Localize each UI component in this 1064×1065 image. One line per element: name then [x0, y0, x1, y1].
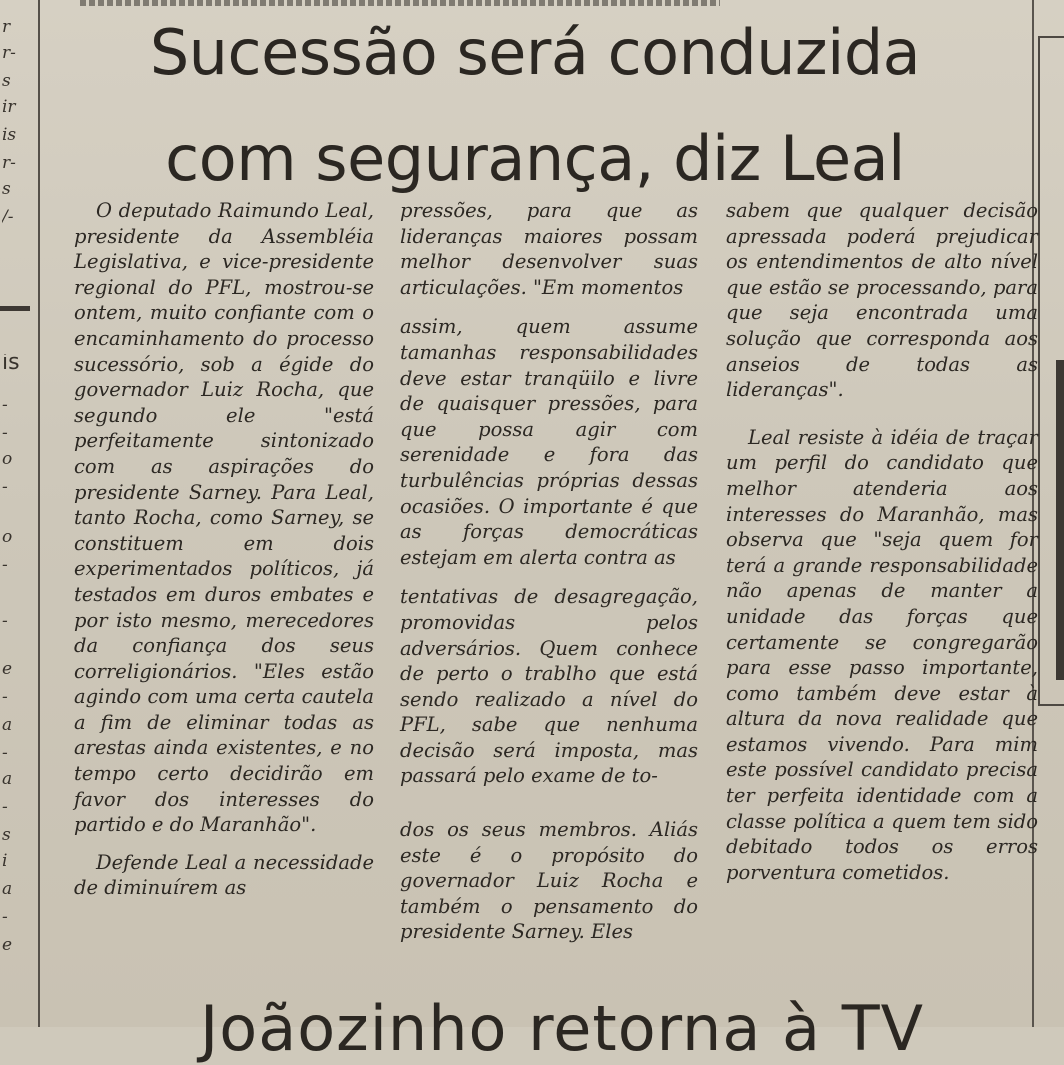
- left-fragment: -: [2, 612, 8, 630]
- paragraph: Defende Leal a necessidade de diminuírem as: [74, 850, 374, 900]
- left-fragment: s: [2, 180, 11, 198]
- left-fragment: r-: [2, 154, 16, 172]
- column-separator-bar: [0, 306, 30, 311]
- left-fragment: i: [2, 852, 8, 870]
- article-column-1: [74, 198, 374, 901]
- paragraph: pressões, para que as lideranças maiores possam melhor desenvolver suas articulações. "Em momentos: [400, 199, 698, 299]
- left-fragment: -: [2, 424, 8, 442]
- left-fragment: ir: [2, 98, 16, 116]
- left-fragment: -: [2, 556, 8, 574]
- left-fragment: r: [2, 18, 11, 36]
- paragraph: dos os seus membros. Aliás este é o propósito do governador Luiz Rocha e também o pensamento do presidente Sarney. Eles: [400, 818, 698, 944]
- paragraph: Leal resiste à idéia de traçar um perfil do candidato que melhor atenderia aos interesses do Maranhão, mas observa que "seja quem for terá a grande responsabilidade não apenas de manter a unidade das forças que certamente se congregarão para esse passo importante, como também deve estar à altura da nova realidade que estamos vivendo. Para mim este possível candidato precisa ter perfeita identidade com a classe política a quem tem sido debitado todos os erros porventura cometidos.: [726, 425, 1038, 884]
- left-fragment: a: [2, 716, 13, 734]
- left-fragment: -: [2, 396, 8, 414]
- left-fragment: -: [2, 908, 8, 926]
- left-fragment: s: [2, 826, 11, 844]
- left-fragment: -: [2, 688, 8, 706]
- paragraph: tentativas de desagregação, promovidas pelos adversários. Quem conhece de perto o trablho que está sendo realizado a nível do PFL, sabe que nenhuma decisão será imposta, mas passará pelo exame de to-: [400, 585, 698, 788]
- left-fragment: is: [2, 126, 17, 144]
- article-column-2: [400, 198, 698, 945]
- article-column-3: [726, 198, 1038, 885]
- left-fragment: a: [2, 880, 13, 898]
- left-fragment: -: [2, 478, 8, 496]
- left-fragment: r-: [2, 44, 16, 62]
- left-fragment: e: [2, 936, 13, 954]
- left-fragment: s: [2, 72, 11, 90]
- headline-line-2: com segurança, diz Leal: [165, 122, 905, 195]
- adjacent-column-fragments: [0, 0, 36, 1027]
- left-fragment: /-: [2, 208, 14, 226]
- left-fragment: is: [2, 354, 20, 372]
- cut-off-top-text: [80, 0, 720, 6]
- adjacent-dark-edge: [1056, 360, 1064, 680]
- paragraph: assim, quem assume tamanhas responsabilidades deve estar tranqüilo e livre de quaisquer pressões, para que possa agir com serenidade e fora das turbulências próprias dessas ocasiões. O importante é que as forças democráticas estejam em alerta contra as: [400, 315, 698, 569]
- left-fragment: e: [2, 660, 13, 678]
- next-article-headline-partial: Joãozinho retorna à TV: [200, 992, 925, 1065]
- headline-line-1: Sucessão será conduzida: [149, 16, 921, 89]
- paragraph: sabem que qualquer decisão apressada poderá prejudicar os entendimentos de alto nível que estão se processando, para que seja encontrada uma solução que corresponda aos anseios de todas as lideranças".: [726, 199, 1038, 402]
- left-fragment: -: [2, 744, 8, 762]
- paragraph: O deputado Raimundo Leal, presidente da Assembléia Legislativa, e vice-presidente regional do PFL, mostrou-se ontem, muito confiante com o encaminhamento do processo sucessório, sob a égide do governador Luiz Rocha, que segundo ele "está perfeitamente sintonizado com as aspirações do presidente Sarney. Para Leal, tanto Rocha, como Sarney, se constituem em dois experimentados políticos, já testados em duros embates e por isto mesmo, merecedores da confiança dos seus correligionários. "Eles estão agindo com uma certa cautela a fim de eliminar todas as arestas ainda existentes, e no tempo certo decidirão em favor dos interesses do partido e do Maranhão".: [74, 199, 374, 837]
- left-fragment: a: [2, 770, 13, 788]
- left-fragment: -: [2, 798, 8, 816]
- left-fragment: o: [2, 450, 13, 468]
- left-fragment: o: [2, 528, 13, 546]
